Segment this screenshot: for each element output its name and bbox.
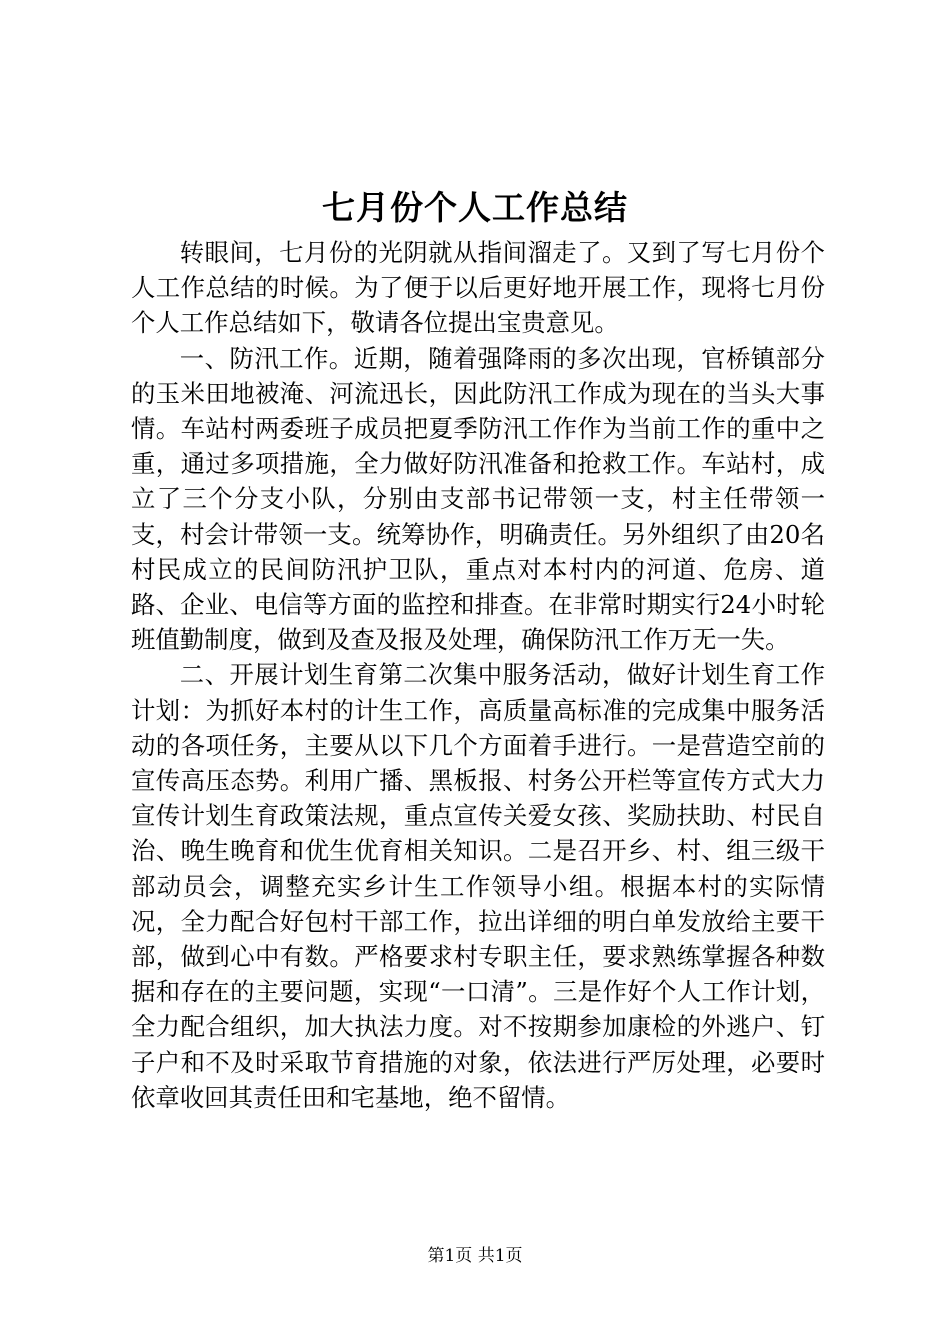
paragraph-intro: 转眼间，七月份的光阴就从指间溜走了。又到了写七月份个人工作总结的时候。为了便于以后更好地开展工作，现将七月份个人工作总结如下，敬请各位提出宝贵意见。 <box>131 238 825 338</box>
paragraph-family-planning: 二、开展计划生育第二次集中服务活动，做好计划生育工作计划：为抓好本村的计生工作，高质量高标准的完成集中服务活动的各项任务，主要从以下几个方面着手进行。一是营造空前的宣传高压态势。利用广播、黑板报、村务公开栏等宣传方式大力宣传计划生育政策法规，重点宣传关爱女孩、奖励扶助、村民自治、晚生晚育和优生优育相关知识。二是召开乡、村、组三级干部动员会，调整充实乡计生工作领导小组。根据本村的实际情况，全力配合好包村干部工作，拉出详细的明白单发放给主要干部，做到心中有数。严格要求村专职主任，要求熟练掌握各种数据和存在的主要问题，实现“一口清”。三是作好个人工作计划，全力配合组织，加大执法力度。对不按期参加康检的外逃户、钉子户和不及时采取节育措施的对象，依法进行严厉处理，必要时依章收回其责任田和宅基地，绝不留情。 <box>131 660 825 1112</box>
paragraph-flood-control: 一、防汛工作。近期，随着强降雨的多次出现，官桥镇部分的玉米田地被淹、河流迅长，因此防汛工作成为现在的当头大事情。车站村两委班子成员把夏季防汛工作作为当前工作的重中之重，通过多项措施，全力做好防汛准备和抢救工作。车站村，成立了三个分支小队，分别由支部书记带领一支，村主任带领一支，村会计带领一支。统筹协作，明确责任。另外组织了由20名村民成立的民间防汛护卫队，重点对本村内的河道、危房、道路、企业、电信等方面的监控和排查。在非常时期实行24小时轮班值勤制度，做到及查及报及处理，确保防汛工作万无一失。 <box>131 343 825 655</box>
document-body <box>131 235 825 1115</box>
page-title: 七月份个人工作总结 <box>322 188 628 227</box>
page-footer: 第1页 共1页 <box>427 1246 523 1266</box>
